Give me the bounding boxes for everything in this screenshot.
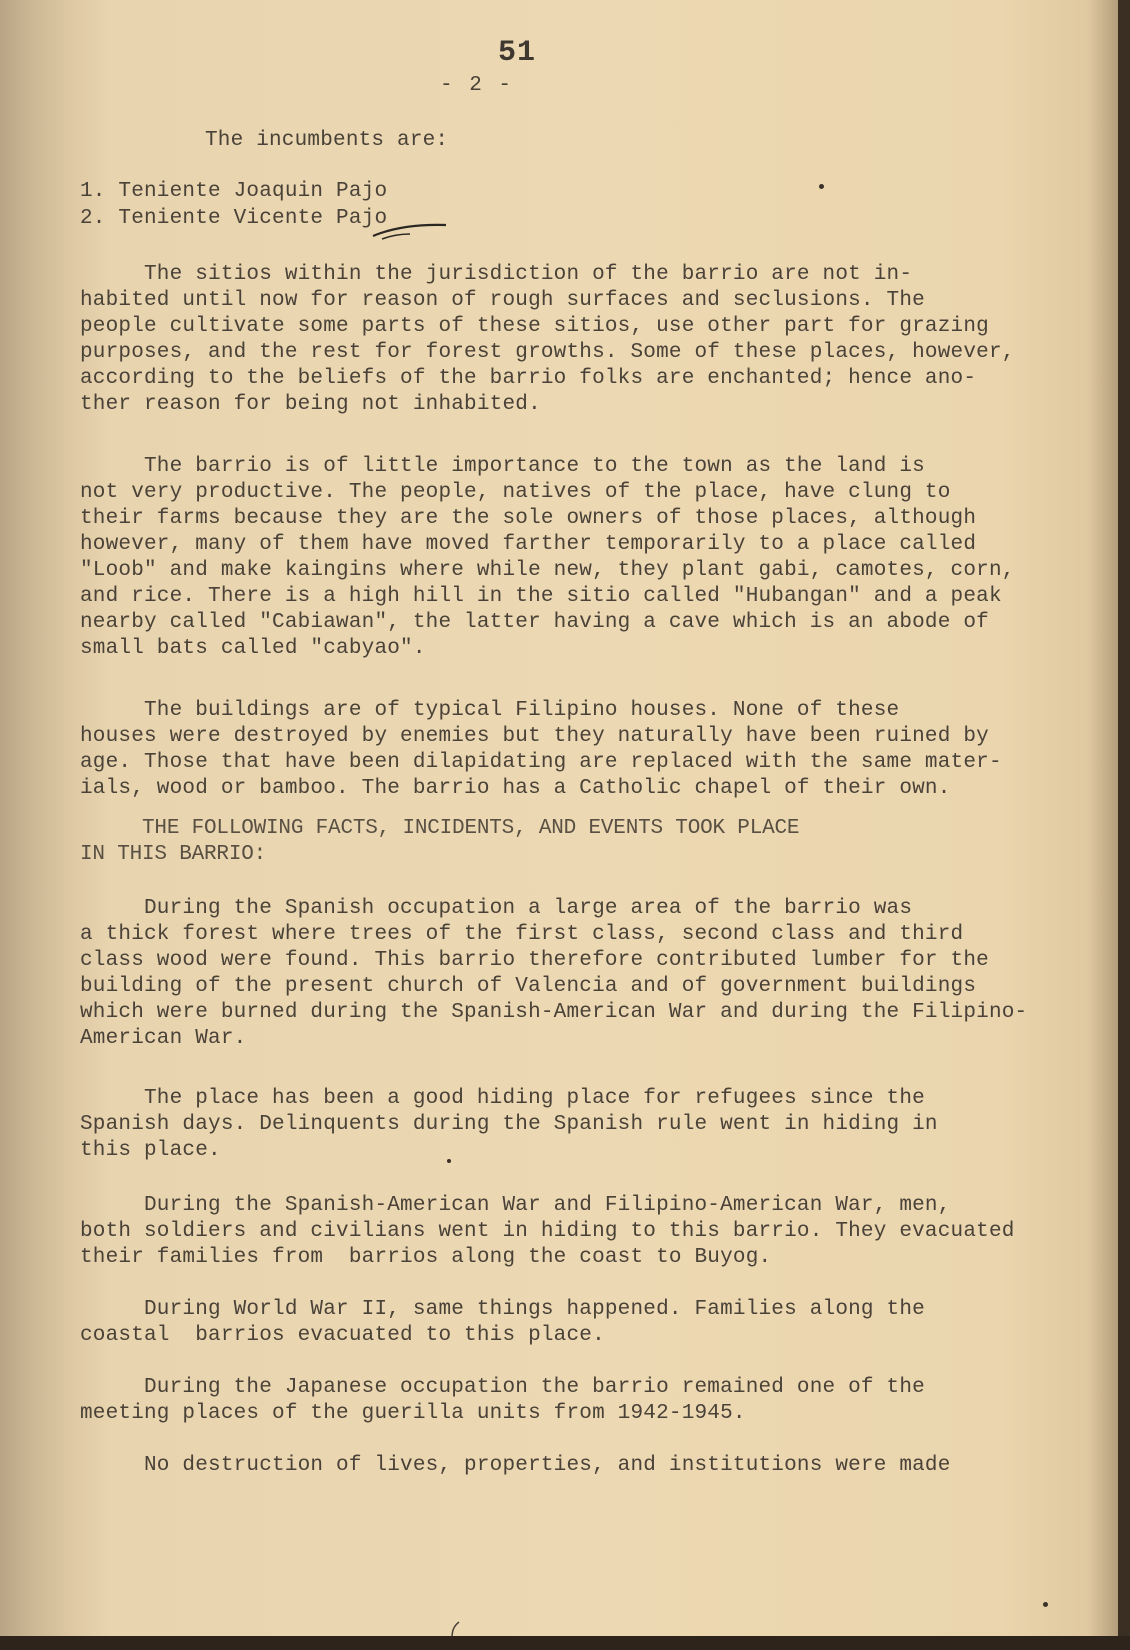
text-line: their families from barrios along the coast to Buyog. <box>80 1246 772 1269</box>
incumbents-intro: The incumbents are: <box>205 129 449 152</box>
ink-dot <box>819 184 824 189</box>
text-line: building of the present church of Valencia and of government buildings <box>80 975 977 998</box>
page-number: 51 <box>498 36 537 70</box>
text-line: The place has been a good hiding place for refugees since the <box>80 1087 925 1110</box>
text-line: ials, wood or bamboo. The barrio has a Catholic chapel of their own. <box>80 777 951 800</box>
text-line: "Loob" and make kaingins where while new, they plant gabi, camotes, corn, <box>80 559 1015 582</box>
page-sub-number: - 2 - <box>440 74 514 97</box>
text-line: class wood were found. This barrio therefore contributed lumber for the <box>80 949 989 972</box>
text-line: The sitios within the jurisdiction of the barrio are not in- <box>80 263 913 286</box>
pencil-mark <box>447 1620 463 1636</box>
text-line: During the Spanish-American War and Filipino-American War, men, <box>80 1194 951 1217</box>
ink-dot <box>447 1159 451 1163</box>
text-line: The barrio is of little importance to the town as the land is <box>80 455 925 478</box>
text-line: ther reason for being not inhabited. <box>80 393 541 416</box>
text-line: small bats called "cabyao". <box>80 637 426 660</box>
text-line: and rice. There is a high hill in the sitio called "Hubangan" and a peak <box>80 585 1002 608</box>
text-line: people cultivate some parts of these sitios, use other part for grazing <box>80 315 989 338</box>
binding-spine <box>1118 0 1130 1650</box>
incumbent-item: 2. Teniente Vicente Pajo <box>80 207 388 230</box>
text-line: a thick forest where trees of the first class, second class and third <box>80 923 964 946</box>
text-line: The buildings are of typical Filipino houses. None of these <box>80 699 900 722</box>
text-line: During the Spanish occupation a large area of the barrio was <box>80 897 913 920</box>
text-line: nearby called "Cabiawan", the latter having a cave which is an abode of <box>80 611 989 634</box>
text-line: American War. <box>80 1027 247 1050</box>
page-bottom-edge <box>0 1636 1130 1650</box>
text-line: their farms because they are the sole owners of those places, although <box>80 507 977 530</box>
ink-dot <box>1043 1602 1048 1607</box>
text-line: IN THIS BARRIO: <box>80 843 267 866</box>
text-line: age. Those that have been dilapidating are replaced with the same mater- <box>80 751 1002 774</box>
text-line: purposes, and the rest for forest growths. Some of these places, however, <box>80 341 1015 364</box>
text-line: coastal barrios evacuated to this place. <box>80 1324 605 1347</box>
text-line: this place. <box>80 1139 221 1162</box>
text-line: both soldiers and civilians went in hiding to this barrio. They evacuated <box>80 1220 1015 1243</box>
text-line: THE FOLLOWING FACTS, INCIDENTS, AND EVENTS TOOK PLACE <box>80 817 800 840</box>
text-line: During the Japanese occupation the barrio remained one of the <box>80 1376 925 1399</box>
text-line: habited until now for reason of rough surfaces and seclusions. The <box>80 289 925 312</box>
text-line: not very productive. The people, natives of the place, have clung to <box>80 481 951 504</box>
pen-underline-mark <box>370 214 450 244</box>
text-line: according to the beliefs of the barrio folks are enchanted; hence ano- <box>80 367 977 390</box>
text-line: meeting places of the guerilla units from 1942-1945. <box>80 1402 746 1425</box>
text-line: which were burned during the Spanish-American War and during the Filipino- <box>80 1001 1028 1024</box>
text-line: Spanish days. Delinquents during the Spanish rule went in hiding in <box>80 1113 938 1136</box>
text-line: houses were destroyed by enemies but they naturally have been ruined by <box>80 725 989 748</box>
text-line: however, many of them have moved farther temporarily to a place called <box>80 533 977 556</box>
incumbent-item: 1. Teniente Joaquin Pajo <box>80 180 388 203</box>
text-line: No destruction of lives, properties, and institutions were made <box>80 1454 951 1477</box>
text-line: During World War II, same things happened. Families along the <box>80 1298 925 1321</box>
